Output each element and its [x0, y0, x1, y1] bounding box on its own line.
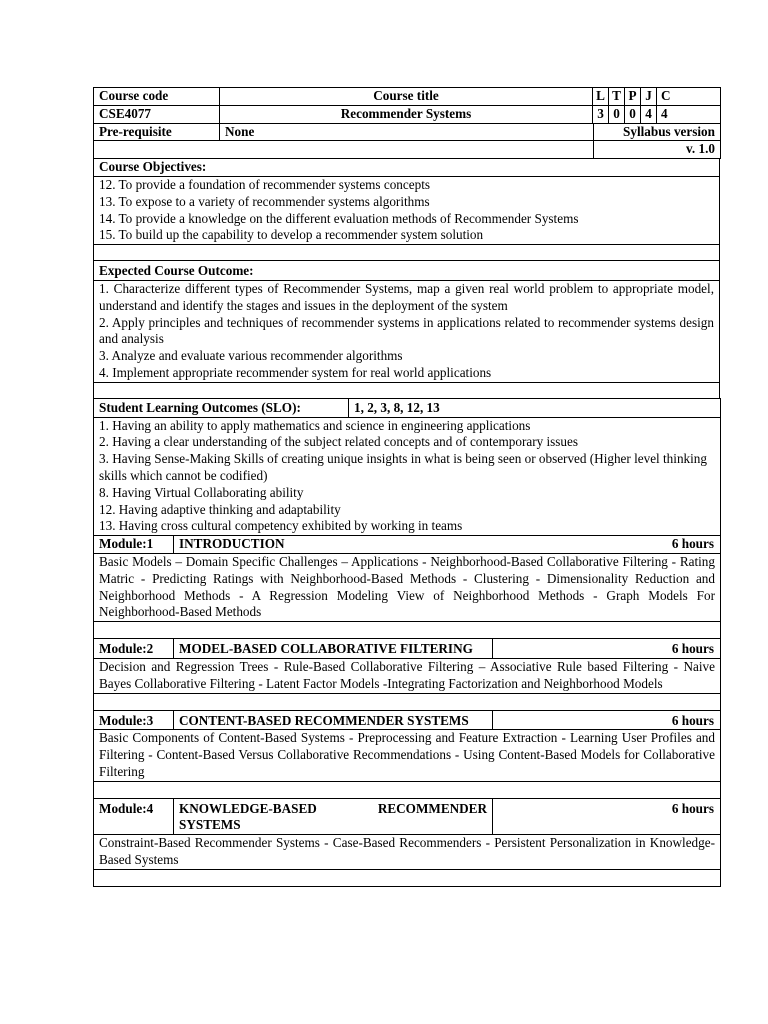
slo-title: Student Learning Outcomes (SLO): [94, 398, 349, 417]
objectives-list [94, 176, 720, 244]
course-code: CSE4077 [94, 105, 220, 123]
module-hours: 6 hours [493, 798, 721, 835]
slo-item: 2. Having a clear understanding of the subject related concepts and of contemporary issues [99, 434, 578, 450]
slo-item: 13. Having cross cultural competency exhibited by working in teams [99, 518, 463, 534]
module-content: Basic Models – Domain Specific Challenges – Applications - Neighborhood-Based Collaborative Filtering - Rating Matric - Predicting Ratings with Neighborhood-Based Methods - Clustering - Dimensionality Reduction and Neighborhood Methods - A Regression Modeling View of Neighborhood Methods - Graph Models For Neighborhood-Based Methods [94, 553, 721, 621]
ltpjc-value-p: 0 [625, 105, 641, 123]
course-title: Recommender Systems [220, 105, 593, 123]
syllabus-page [93, 87, 720, 887]
module-title [174, 798, 493, 835]
module-4 [93, 798, 721, 887]
outcome-item: 3. Analyze and evaluate various recommender algorithms [99, 348, 403, 364]
module-title-text: KNOWLEDGE-BASED RECOMMENDER SYSTEMS [179, 800, 487, 833]
ltpjc-label-c: C [657, 88, 721, 106]
objective-item: 13. To expose to a variety of recommender systems algorithms [99, 193, 430, 209]
slo-item: 12. Having adaptive thinking and adaptability [99, 501, 341, 517]
ltpjc-label-j: J [641, 88, 657, 106]
slo-item: 1. Having an ability to apply mathematics and science in engineering applications [99, 417, 531, 433]
slo-item: 8. Having Virtual Collaborating ability [99, 484, 304, 500]
module-1 [93, 535, 721, 639]
prereq-label: Pre-requisite [94, 123, 220, 141]
module-label: Module:1 [94, 536, 174, 554]
module-label: Module:3 [94, 710, 174, 730]
objective-item: 12. To provide a foundation of recommender systems concepts [99, 176, 430, 192]
slo-section [93, 398, 721, 536]
module-hours: 6 hours [493, 639, 721, 659]
ltpjc-value-l: 3 [593, 105, 609, 123]
module-content: Basic Components of Content-Based Systems - Preprocessing and Feature Extraction - Learning User Profiles and Filtering - Content-Based Versus Collaborative Recommendations - Using Content-Based Models for Collaborative Filtering [94, 730, 721, 781]
module-3 [93, 710, 721, 799]
module-title-cell [174, 536, 721, 554]
module-hours: 6 hours [493, 710, 721, 730]
slo-list [94, 417, 721, 536]
module-2 [93, 638, 721, 710]
outcome-item: 1. Characterize different types of Recommender Systems, map a given real world problem to appropriate model, understand and identify the stages and issues in the deployment of the system [99, 280, 714, 313]
slo-values: 1, 2, 3, 8, 12, 13 [349, 398, 721, 417]
ltpjc-value-t: 0 [609, 105, 625, 123]
outcomes-section [93, 260, 720, 399]
objective-item: 14. To provide a knowledge on the different evaluation methods of Recommender Systems [99, 210, 579, 226]
course-title-label: Course title [220, 88, 593, 106]
syllabus-version-label: Syllabus version [594, 123, 721, 141]
course-header-table [93, 87, 721, 124]
module-title: CONTENT-BASED RECOMMENDER SYSTEMS [174, 710, 493, 730]
outcomes-list [94, 280, 720, 382]
module-label: Module:2 [94, 639, 174, 659]
outcomes-title: Expected Course Outcome: [94, 261, 720, 281]
ltpjc-label-l: L [593, 88, 609, 106]
objectives-title: Course Objectives: [94, 159, 720, 177]
module-content: Constraint-Based Recommender Systems - Case-Based Recommenders - Persistent Personalization in Knowledge-Based Systems [94, 835, 721, 870]
outcome-item: 2. Apply principles and techniques of recommender systems in applications related to recommender systems design and analysis [99, 314, 714, 347]
ltpjc-value-c: 4 [657, 105, 721, 123]
module-content: Decision and Regression Trees - Rule-Based Collaborative Filtering – Associative Rule based Filtering - Naive Bayes Collaborative Filtering - Latent Factor Models -Integrating Factorization and Neighborhood Models [94, 658, 721, 693]
prereq-value: None [220, 123, 594, 141]
ltpjc-label-p: P [625, 88, 641, 106]
outcome-item: 4. Implement appropriate recommender system for real world applications [99, 364, 492, 380]
prerequisite-table [93, 123, 721, 160]
module-hours: 6 hours [671, 536, 714, 552]
objectives-section [93, 158, 720, 261]
module-title: INTRODUCTION [179, 536, 285, 552]
syllabus-version: v. 1.0 [594, 141, 721, 159]
ltpjc-label-t: T [609, 88, 625, 106]
module-title: MODEL-BASED COLLABORATIVE FILTERING [174, 639, 493, 659]
ltpjc-value-j: 4 [641, 105, 657, 123]
objective-item: 15. To build up the capability to develop a recommender system solution [99, 227, 484, 243]
course-code-label: Course code [94, 88, 220, 106]
slo-item: 3. Having Sense-Making Skills of creating unique insights in what is being seen or observed (Higher level thinking skills which cannot be codified) [99, 451, 707, 483]
module-label: Module:4 [94, 798, 174, 835]
